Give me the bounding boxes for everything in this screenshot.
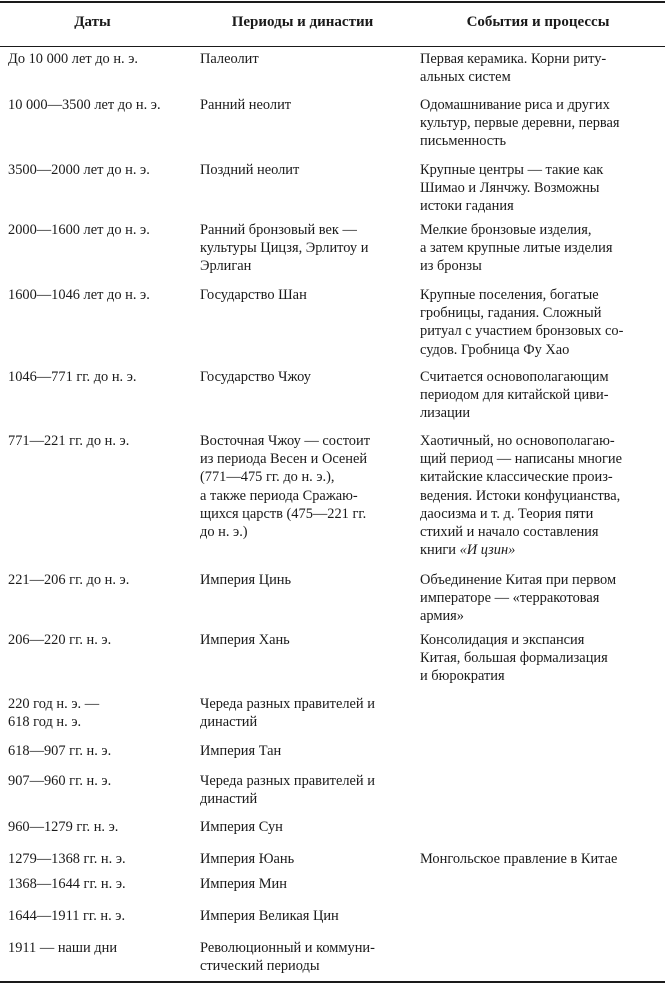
period-cell-line: Империя Мин	[200, 876, 287, 892]
date-cell	[8, 772, 193, 790]
event-cell-line: книги «И цзин»	[420, 542, 516, 559]
period-cell-line: Империя Юань	[200, 851, 295, 867]
event-cell-line: Шимао и Лянчжу. Возможны	[420, 180, 600, 197]
period-cell-line: Поздний неолит	[200, 162, 300, 178]
header-periods: Периоды и династии	[231, 14, 374, 30]
date-cell	[8, 221, 193, 239]
period-cell	[200, 875, 412, 893]
period-cell-line: Революционный и коммуни-	[200, 940, 375, 956]
event-cell	[420, 286, 662, 359]
event-cell-line: Китая, большая формализация	[420, 650, 608, 667]
event-cell	[420, 368, 662, 423]
period-cell	[200, 772, 412, 808]
period-cell-line: Эрлиган	[200, 258, 252, 275]
date-cell-line: 771—221 гг. до н. э.	[8, 433, 130, 449]
period-cell-line: Государство Чжоу	[200, 369, 311, 385]
period-cell	[200, 286, 412, 304]
period-cell-line: Государство Шан	[200, 287, 307, 303]
event-cell-line: щий период — написаны многие	[420, 451, 622, 468]
date-cell-line: 10 000—3500 лет до н. э.	[8, 97, 161, 113]
period-cell-line: Череда разных правителей и	[200, 696, 375, 712]
period-cell	[200, 742, 412, 760]
period-cell-line: Восточная Чжоу — состоит	[200, 433, 370, 449]
period-cell-line: Ранний бронзовый век —	[200, 222, 357, 238]
event-cell-line: ведения. Истоки конфуцианства,	[420, 487, 621, 504]
date-cell-line: 1911 — наши дни	[8, 940, 118, 956]
period-cell	[200, 695, 412, 731]
date-cell	[8, 818, 193, 836]
date-cell-line: 2000—1600 лет до н. э.	[8, 222, 150, 238]
date-cell-line: 618 год н. э.	[8, 714, 82, 731]
event-cell	[420, 631, 662, 686]
date-cell	[8, 631, 193, 649]
event-cell-line: письменность	[420, 133, 507, 150]
date-cell-line: 1368—1644 гг. н. э.	[8, 876, 126, 892]
event-cell-line: ритуал с участием бронзовых со-	[420, 323, 624, 340]
period-cell	[200, 368, 412, 386]
table-bottom-rule	[0, 981, 665, 983]
period-cell-line: Империя Тан	[200, 743, 282, 759]
event-cell-line: Одомашнивание риса и других	[420, 97, 610, 113]
event-cell	[420, 571, 662, 626]
period-cell-line: щихся царств (475—221 гг.	[200, 505, 367, 522]
period-cell-line: до н. э.)	[200, 524, 248, 541]
date-cell-line: 1644—1911 гг. н. э.	[8, 908, 126, 924]
event-cell	[420, 432, 662, 559]
date-cell-line: 1279—1368 гг. н. э.	[8, 851, 126, 867]
event-cell-line: Крупные центры — такие как	[420, 162, 604, 178]
date-cell	[8, 432, 193, 450]
event-cell-line: Первая керамика. Корни риту-	[420, 51, 607, 67]
event-cell-line: лизации	[420, 405, 471, 422]
date-cell	[8, 850, 193, 868]
table-top-rule	[0, 1, 665, 3]
event-cell-line: китайские классические произ-	[420, 469, 613, 486]
date-cell-line: 618—907 гг. н. э.	[8, 743, 112, 759]
date-cell	[8, 50, 193, 68]
event-cell-line: культур, первые деревни, первая	[420, 115, 620, 132]
period-cell-line: культуры Цицзя, Эрлитоу и	[200, 240, 369, 257]
event-cell	[420, 96, 662, 151]
date-cell-line: 907—960 гг. н. э.	[8, 773, 112, 789]
event-cell-line: даосизма и т. д. Теория пяти	[420, 505, 594, 522]
event-cell-line: периодом для китайской циви-	[420, 387, 609, 404]
date-cell	[8, 286, 193, 304]
event-cell-line: альных систем	[420, 69, 511, 86]
date-cell-line: 1046—771 гг. до н. э.	[8, 369, 137, 385]
date-cell	[8, 875, 193, 893]
period-cell-line: а также периода Сражаю-	[200, 487, 358, 504]
period-cell	[200, 571, 412, 589]
event-cell-line: и бюрократия	[420, 668, 505, 685]
date-cell-line: 220 год н. э. —	[8, 696, 100, 712]
date-cell-line: 206—220 гг. н. э.	[8, 632, 112, 648]
event-cell-line: судов. Гробница Фу Хао	[420, 341, 570, 358]
date-cell	[8, 96, 193, 114]
event-cell-line: Монгольское правление в Китае	[420, 851, 618, 867]
period-cell	[200, 631, 412, 649]
period-cell	[200, 96, 412, 114]
period-cell-line: Империя Великая Цин	[200, 908, 339, 924]
event-cell-line: Мелкие бронзовые изделия,	[420, 222, 592, 238]
period-cell	[200, 432, 412, 541]
event-cell	[420, 161, 662, 216]
date-cell	[8, 161, 193, 179]
period-cell	[200, 850, 412, 868]
event-cell	[420, 850, 662, 868]
event-cell-line: Считается основополагающим	[420, 369, 609, 385]
date-cell	[8, 571, 193, 589]
event-cell-line: гробницы, гадания. Сложный	[420, 305, 602, 322]
event-cell	[420, 50, 662, 86]
event-cell-line: истоки гадания	[420, 198, 514, 215]
event-cell-line: стихий и начало составления	[420, 524, 599, 541]
period-cell-line: династий	[200, 714, 258, 731]
period-cell-line: Империя Хань	[200, 632, 290, 648]
period-cell-line: из периода Весен и Осеней	[200, 451, 368, 468]
period-cell-line: стический периоды	[200, 958, 320, 975]
date-cell-line: 960—1279 гг. н. э.	[8, 819, 119, 835]
event-cell-line: Хаотичный, но основополагаю-	[420, 433, 615, 449]
period-cell-line: (771—475 гг. до н. э.),	[200, 469, 335, 486]
event-cell-line: армия»	[420, 608, 464, 625]
period-cell-line: Ранний неолит	[200, 97, 292, 113]
date-cell	[8, 742, 193, 760]
period-cell	[200, 161, 412, 179]
period-cell	[200, 907, 412, 925]
date-cell-line: До 10 000 лет до н. э.	[8, 51, 139, 67]
date-cell	[8, 368, 193, 386]
event-cell-line: из бронзы	[420, 258, 482, 275]
header-rule	[0, 46, 665, 47]
date-cell-line: 1600—1046 лет до н. э.	[8, 287, 150, 303]
date-cell-line: 221—206 гг. до н. э.	[8, 572, 130, 588]
period-cell	[200, 50, 412, 68]
period-cell-line: Череда разных правителей и	[200, 773, 375, 789]
event-cell-line: императоре — «терракотовая	[420, 590, 600, 607]
date-cell	[8, 907, 193, 925]
period-cell-line: Империя Сун	[200, 819, 283, 835]
period-cell	[200, 939, 412, 975]
period-cell	[200, 221, 412, 276]
period-cell	[200, 818, 412, 836]
period-cell-line: династий	[200, 791, 258, 808]
period-cell-line: Палеолит	[200, 51, 259, 67]
header-events: События и процессы	[466, 14, 610, 30]
date-cell-line: 3500—2000 лет до н. э.	[8, 162, 150, 178]
header-dates: Даты	[74, 14, 111, 30]
period-cell-line: Империя Цинь	[200, 572, 292, 588]
event-cell	[420, 221, 662, 276]
event-cell-line: Объединение Китая при первом	[420, 572, 617, 588]
event-cell-line: Консолидация и экспансия	[420, 632, 585, 648]
event-cell-line: а затем крупные литые изделия	[420, 240, 613, 257]
event-cell-line: Крупные поселения, богатые	[420, 287, 599, 303]
date-cell	[8, 695, 193, 731]
date-cell	[8, 939, 193, 957]
